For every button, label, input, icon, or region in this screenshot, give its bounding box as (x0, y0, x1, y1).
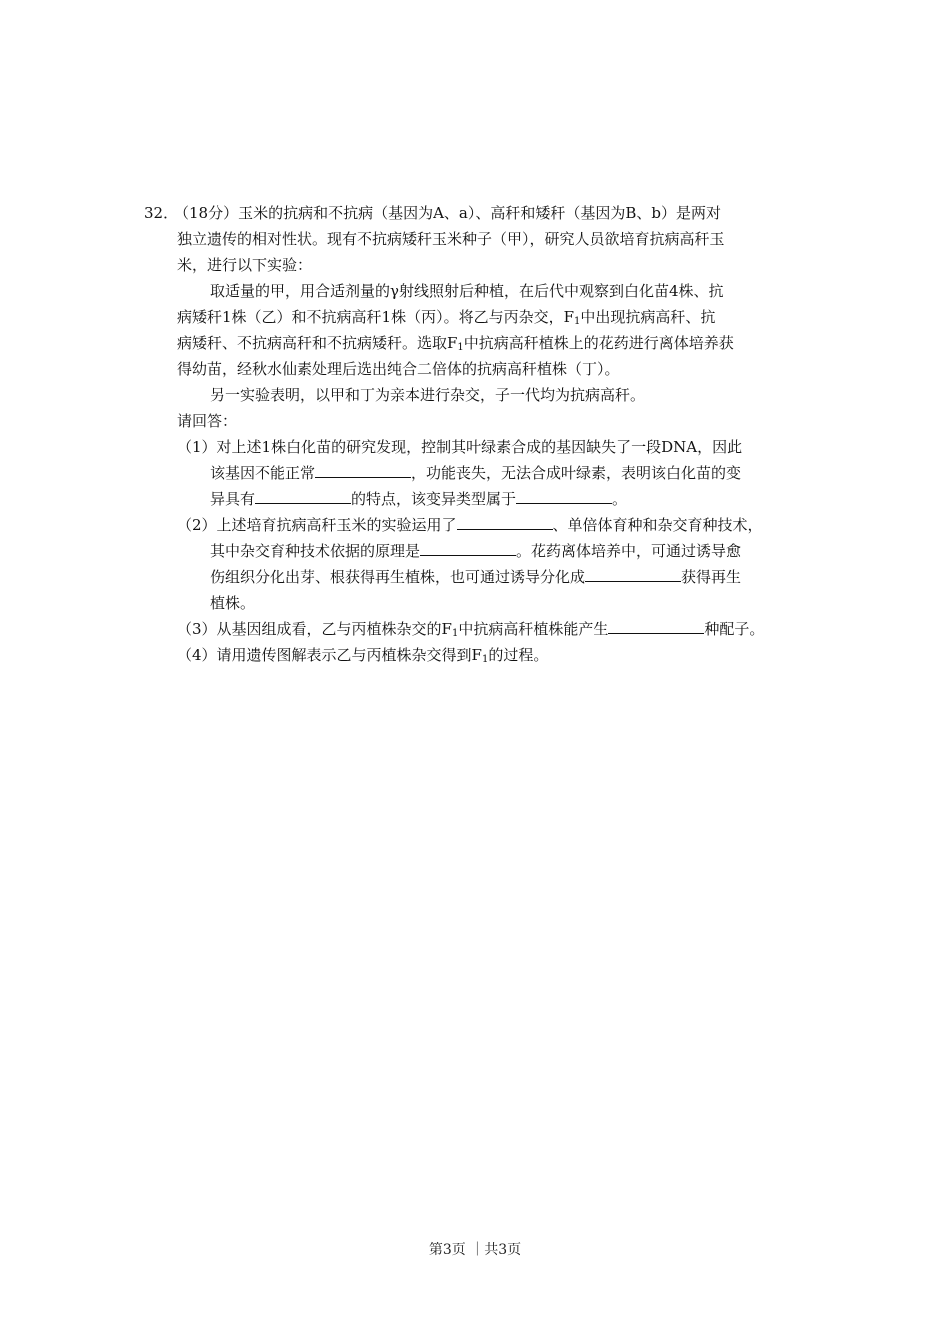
sub2-line-4: 植株。 (210, 594, 256, 612)
answer-blank[interactable] (315, 463, 411, 478)
answer-blank[interactable] (608, 619, 704, 634)
answer-blank[interactable] (420, 541, 516, 556)
stem-line-3: 米，进行以下实验： (177, 256, 313, 274)
sub2-line-2: 其中杂交育种技术依据的原理是 。花药离体培养中，可通过诱导愈 (210, 542, 742, 560)
answer-prompt: 请回答： (177, 412, 238, 430)
answer-blank[interactable] (516, 489, 612, 504)
answer-blank[interactable] (255, 489, 351, 504)
answer-blank[interactable] (457, 515, 553, 530)
page-footer: 第3页 ｜共3页 (428, 1242, 522, 1258)
sub2-line-3: 伤组织分化出芽、根获得再生植株，也可通过诱导分化成 获得再生 (210, 568, 742, 586)
stem-line-1: （18分）玉米的抗病和不抗病（基因为A、a）、高秆和矮秆（基因为B、b）是两对 (174, 204, 721, 222)
another-experiment: 另一实验表明，以甲和丁为亲本进行杂交，子一代均为抗病高秆。 (210, 386, 646, 404)
experiment-line-3: 病矮秆、不抗病高秆和不抗病矮秆。选取$F_1$中抗病高秆植株上的花药进行离体培养获 (177, 334, 734, 353)
experiment-line-1: 取适量的甲，用合适剂量的γ射线照射后种植，在后代中观察到白化苗4株、抗 (210, 282, 724, 300)
experiment-line-4: 得幼苗，经秋水仙素处理后选出纯合二倍体的抗病高秆植株（丁）。 (177, 360, 620, 378)
stem-line-2: 独立遗传的相对性状。现有不抗病矮秆玉米种子（甲），研究人员欲培育抗病高秆玉 (177, 230, 725, 248)
sub3-line: （3）从基因组成看，乙与丙植株杂交的$F_1$中抗病高秆植株能产生 种配子。 (177, 620, 765, 639)
sub4-line: （4）请用遗传图解表示乙与丙植株杂交得到$F_1$的过程。 (177, 646, 549, 665)
experiment-line-2: 病矮秆1株（乙）和不抗病高秆1株（丙）。将乙与丙杂交，$F_1$中出现抗病高秆、抗 (177, 308, 716, 327)
sub1-line-3: 异具有 的特点，该变异类型属于 。 (210, 490, 628, 508)
sub2-line-1: （2）上述培育抗病高秆玉米的实验运用了 、单倍体育种和杂交育种技术， (177, 516, 763, 534)
sub1-line-2: 该基因不能正常 ，功能丧失，无法合成叶绿素，表明该白化苗的变 (210, 464, 742, 482)
sub1-line-1: （1）对上述1株白化苗的研究发现，控制其叶绿素合成的基因缺失了一段DNA，因此 (177, 438, 743, 456)
question-number: 32． (144, 204, 179, 222)
answer-blank[interactable] (585, 567, 681, 582)
